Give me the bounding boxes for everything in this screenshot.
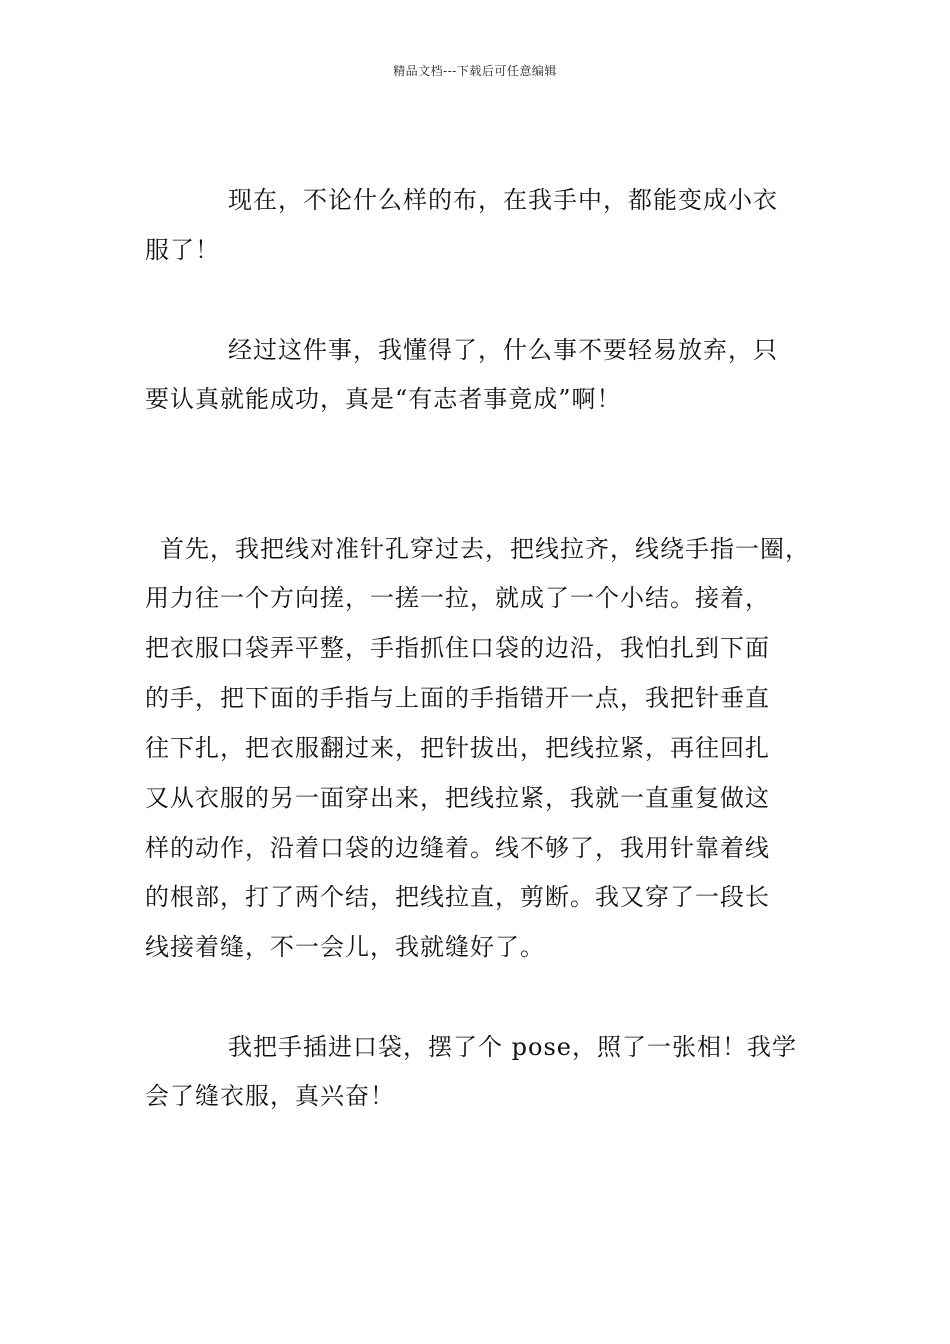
paragraph-line: 首先，我把线对准针孔穿过去，把线拉齐，线绕手指一圈， <box>160 535 810 563</box>
paragraph-line: 我把手插进口袋，摆了个 pose，照了一张相！我学 <box>228 1033 797 1061</box>
paragraph-line: 的根部，打了两个结，把线拉直，剪断。我又穿了一段长 <box>145 883 770 911</box>
paragraph-line: 现在，不论什么样的布，在我手中，都能变成小衣 <box>228 186 778 214</box>
paragraph-line: 的手，把下面的手指与上面的手指错开一点，我把针垂直 <box>145 684 770 712</box>
paragraph-line: 又从衣服的另一面穿出来，把线拉紧，我就一直重复做这 <box>145 784 770 812</box>
paragraph-line: 要认真就能成功，真是“有志者事竟成”啊！ <box>145 385 622 413</box>
paragraph-line: 样的动作，沿着口袋的边缝着。线不够了，我用针靠着线 <box>145 834 770 862</box>
paragraph-line: 会了缝衣服，真兴奋！ <box>145 1082 395 1110</box>
paragraph-line: 服了！ <box>145 236 220 264</box>
page-header: 精品文档---下载后可任意编辑 <box>393 64 557 78</box>
paragraph-line: 经过这件事，我懂得了，什么事不要轻易放弃，只 <box>228 336 778 364</box>
paragraph-line: 用力往一个方向搓，一搓一拉，就成了一个小结。接着， <box>145 584 770 612</box>
paragraph-line: 线接着缝，不一会儿，我就缝好了。 <box>145 933 545 961</box>
paragraph-line: 往下扎，把衣服翻过来，把针拔出，把线拉紧，再往回扎 <box>145 734 770 762</box>
paragraph-line: 把衣服口袋弄平整，手指抓住口袋的边沿，我怕扎到下面 <box>145 634 770 662</box>
